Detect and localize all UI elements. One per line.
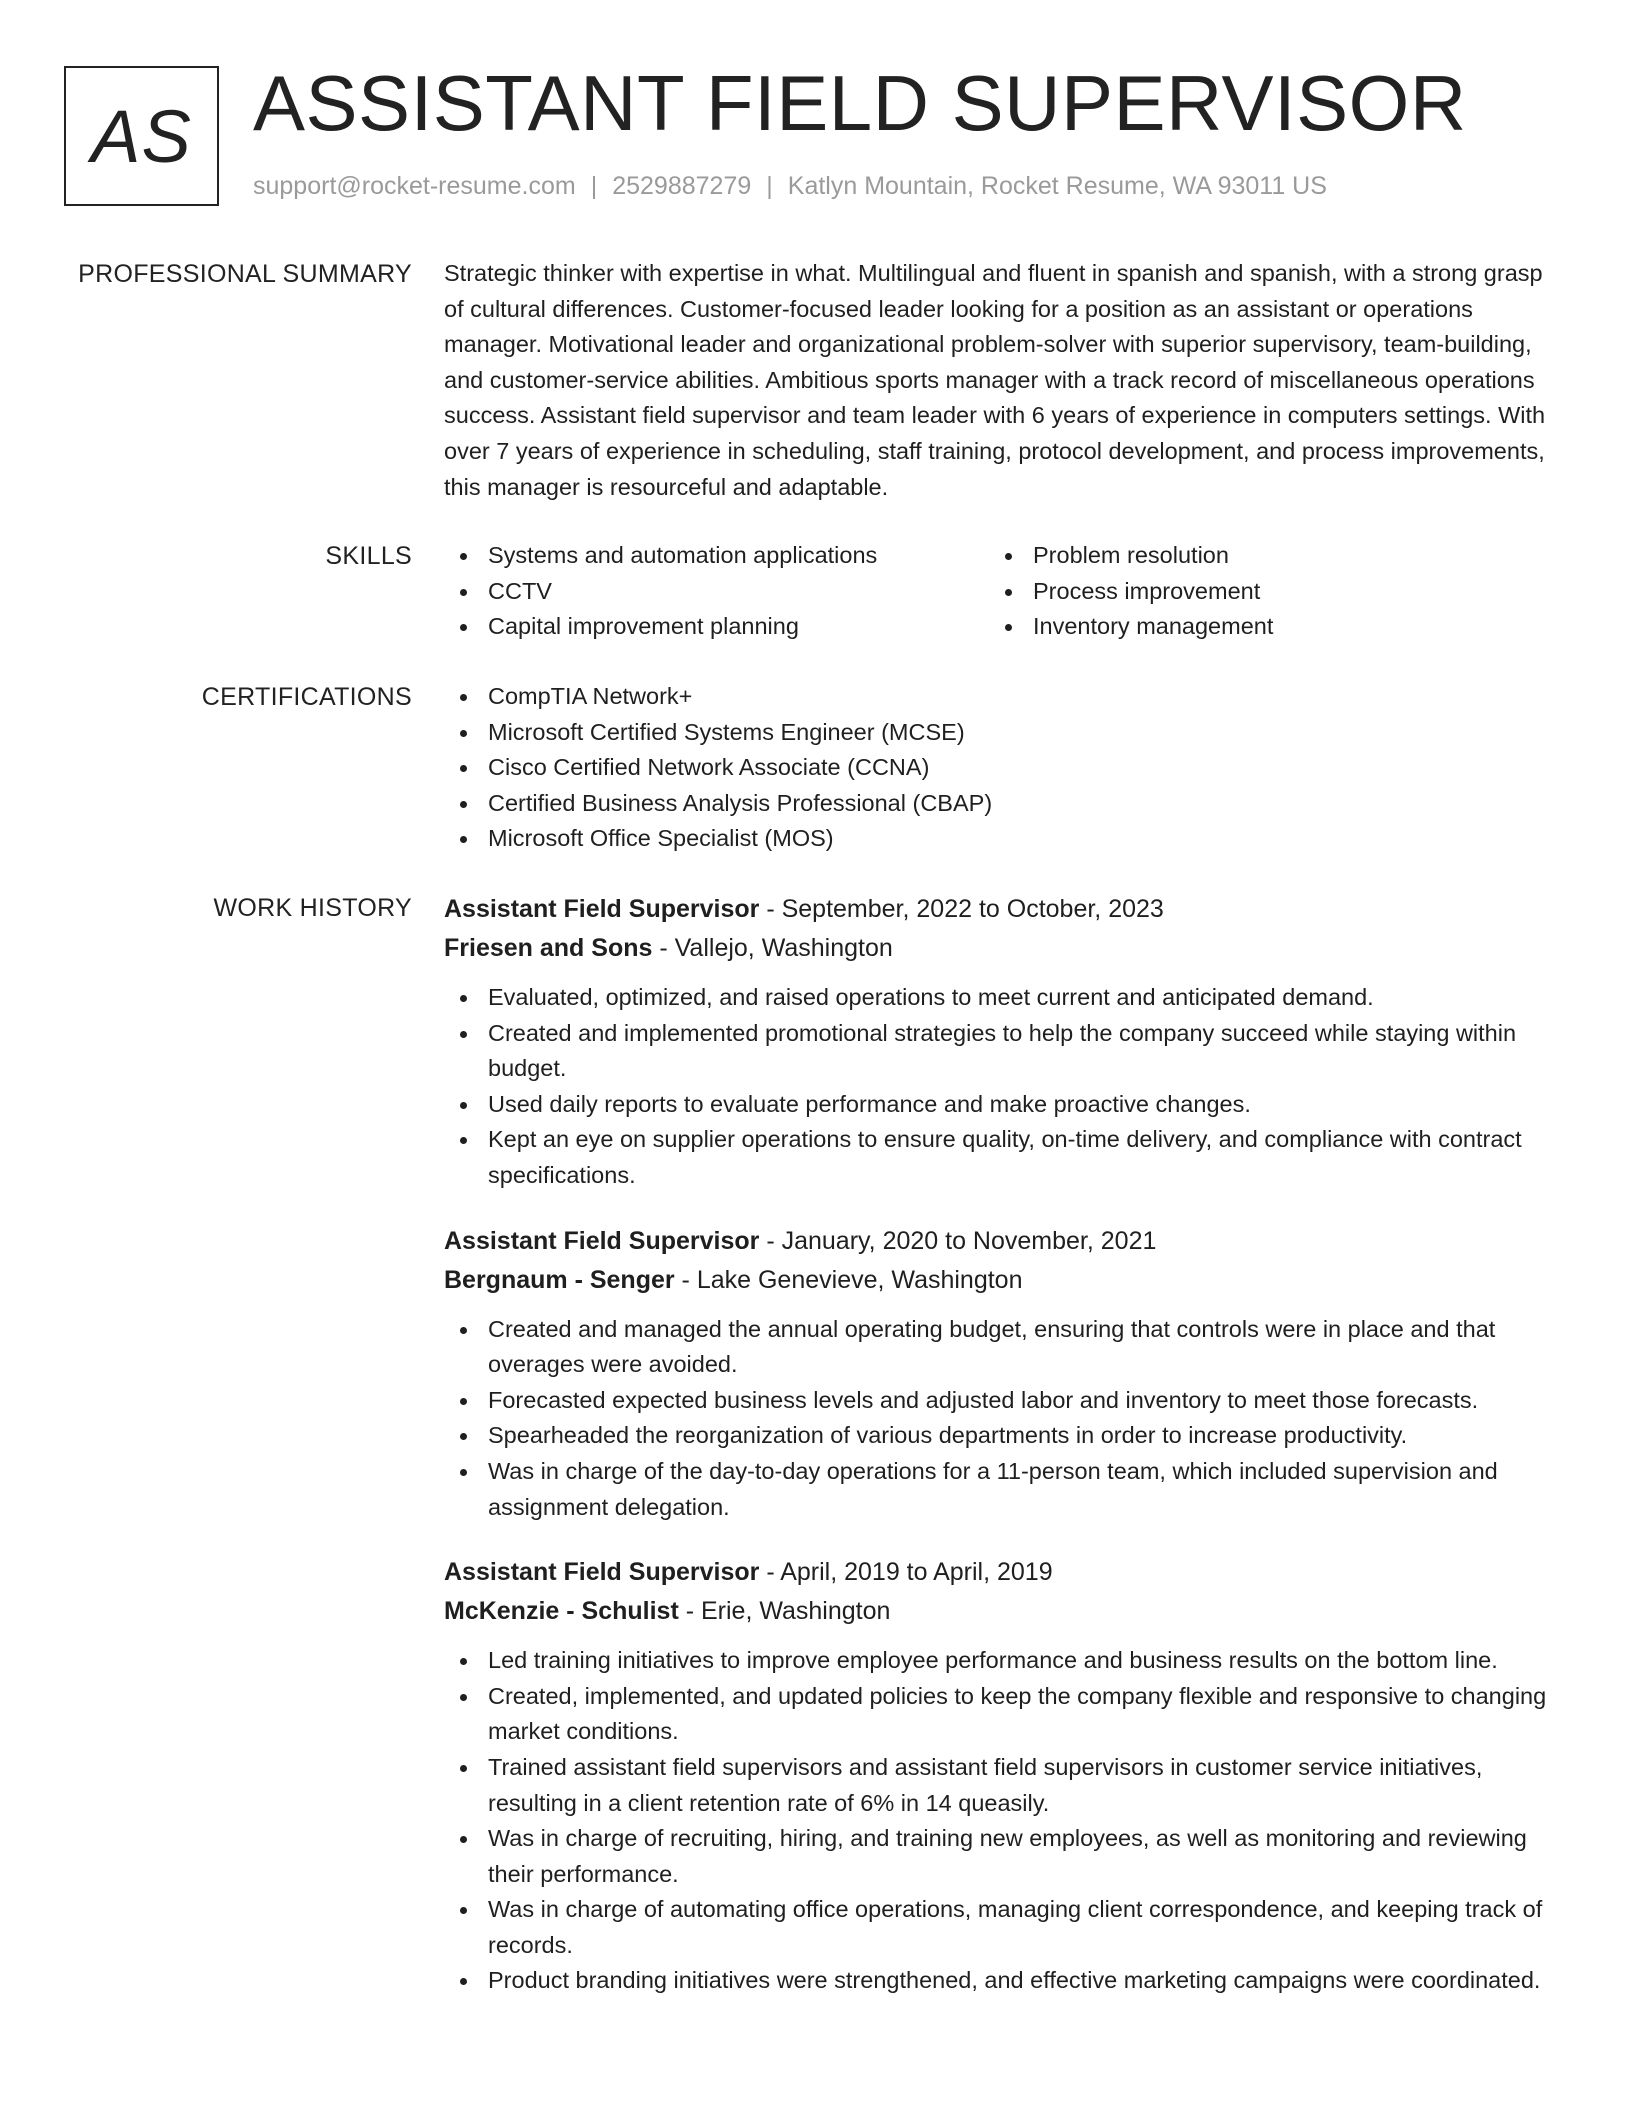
job-dates: - April, 2019 to April, 2019 [759, 1558, 1053, 1587]
monogram-logo: AS [64, 66, 219, 206]
skill-item: Process improvement [989, 574, 1534, 610]
job-title: Assistant Field Supervisor [444, 1558, 760, 1587]
job-duty-item: Kept an eye on supplier operations to ensure quality, on-time delivery, and compliance with contract specifications. [444, 1122, 1564, 1193]
job-duty-item: Was in charge of the day-to-day operations for a 11-person team, which included supervision and assignment delegation. [444, 1454, 1564, 1525]
skills-column-2 [989, 538, 1534, 645]
certification-item: Certified Business Analysis Professional (CBAP) [444, 786, 1564, 822]
job-duty-item: Created and managed the annual operating budget, ensuring that controls were in place and that overages were avoided. [444, 1312, 1564, 1383]
skill-item: Inventory management [989, 609, 1534, 645]
job-entry [444, 890, 1564, 1194]
certifications-body [444, 679, 1564, 857]
section-label-skills: SKILLS [325, 542, 412, 570]
job-duty-item: Used daily reports to evaluate performance and make proactive changes. [444, 1087, 1564, 1123]
job-location: - Lake Genevieve, Washington [674, 1265, 1023, 1294]
job-company-line [444, 929, 1564, 968]
certification-item: CompTIA Network+ [444, 679, 1564, 715]
skill-item: CCTV [444, 574, 989, 610]
job-duty-item: Trained assistant field supervisors and assistant field supervisors in customer service initiatives, resulting in a client retention rate of 6% in 14 queasily. [444, 1750, 1564, 1821]
email-link[interactable]: support@rocket-resume.com [253, 172, 576, 200]
job-duty-item: Spearheaded the reorganization of various departments in order to increase productivity. [444, 1418, 1564, 1454]
job-location: - Vallejo, Washington [652, 934, 893, 962]
job-dates: - September, 2022 to October, 2023 [759, 895, 1164, 923]
job-title: Assistant Field Supervisor [444, 895, 760, 923]
certification-item: Cisco Certified Network Associate (CCNA) [444, 750, 1564, 786]
job-company-line [444, 1592, 1564, 1631]
job-duties-list [444, 1643, 1564, 1999]
contact-line [253, 172, 1327, 201]
job-duty-item: Was in charge of recruiting, hiring, and training new employees, as well as monitoring and reviewing their performance. [444, 1821, 1564, 1892]
job-company: McKenzie - Schulist [444, 1597, 679, 1626]
separator: | [766, 172, 773, 200]
job-duty-item: Evaluated, optimized, and raised operations to meet current and anticipated demand. [444, 980, 1564, 1016]
skills-column-1 [444, 538, 989, 645]
section-label-work-history: WORK HISTORY [213, 894, 412, 922]
skills-body [444, 538, 1564, 645]
job-duty-item: Forecasted expected business levels and adjusted labor and inventory to meet those forecasts. [444, 1383, 1564, 1419]
job-title-line [444, 1553, 1564, 1592]
skill-item: Problem resolution [989, 538, 1534, 574]
job-duty-item: Created and implemented promotional strategies to help the company succeed while staying within budget. [444, 1016, 1564, 1087]
job-duty-item: Created, implemented, and updated policies to keep the company flexible and responsive to changing market conditions. [444, 1679, 1564, 1750]
job-title-line [444, 890, 1564, 929]
job-company-line [444, 1261, 1564, 1300]
section-label-summary: PROFESSIONAL SUMMARY [78, 260, 412, 288]
job-duty-item: Was in charge of automating office operations, managing client correspondence, and keeping track of records. [444, 1892, 1564, 1963]
summary-text: Strategic thinker with expertise in what. Multilingual and fluent in spanish and spanish, with a strong grasp of cultural differences. Customer-focused leader looking for a position as an assistant or operations manager. Motivational leader and organizational problem-solver with superior supervisory, team-building, and customer-service abilities. Ambitious sports manager with a track record of miscellaneous operations success. Assistant field supervisor and team leader with 6 years of experience in computers settings. With over 7 years of experience in scheduling, staff training, protocol development, and process improvements, this manager is resourceful and adaptable. [444, 260, 1546, 500]
work-history-body [444, 890, 1564, 2027]
page-title: ASSISTANT FIELD SUPERVISOR [253, 59, 1467, 147]
job-duties-list [444, 980, 1564, 1194]
job-entry [444, 1222, 1564, 1526]
job-dates: - January, 2020 to November, 2021 [759, 1226, 1157, 1255]
job-location: - Erie, Washington [678, 1597, 891, 1626]
separator: | [590, 172, 598, 200]
certification-item: Microsoft Certified Systems Engineer (MCSE) [444, 715, 1564, 751]
certification-item: Microsoft Office Specialist (MOS) [444, 821, 1564, 857]
phone-number: 2529887279 [612, 172, 752, 200]
summary-body [444, 256, 1564, 505]
certifications-list [444, 679, 1564, 857]
job-company: Friesen and Sons [444, 934, 653, 962]
job-company: Bergnaum - Senger [444, 1265, 675, 1294]
skill-item: Systems and automation applications [444, 538, 989, 574]
skill-item: Capital improvement planning [444, 609, 989, 645]
job-duties-list [444, 1312, 1564, 1526]
job-duty-item: Product branding initiatives were strengthened, and effective marketing campaigns were coordinated. [444, 1963, 1564, 1999]
job-title-line [444, 1222, 1564, 1261]
address: Katlyn Mountain, Rocket Resume, WA 93011 US [787, 172, 1327, 200]
section-label-certifications: CERTIFICATIONS [201, 683, 412, 711]
job-title: Assistant Field Supervisor [444, 1226, 760, 1255]
job-entry [444, 1553, 1564, 1999]
job-duty-item: Led training initiatives to improve employee performance and business results on the bottom line. [444, 1643, 1564, 1679]
